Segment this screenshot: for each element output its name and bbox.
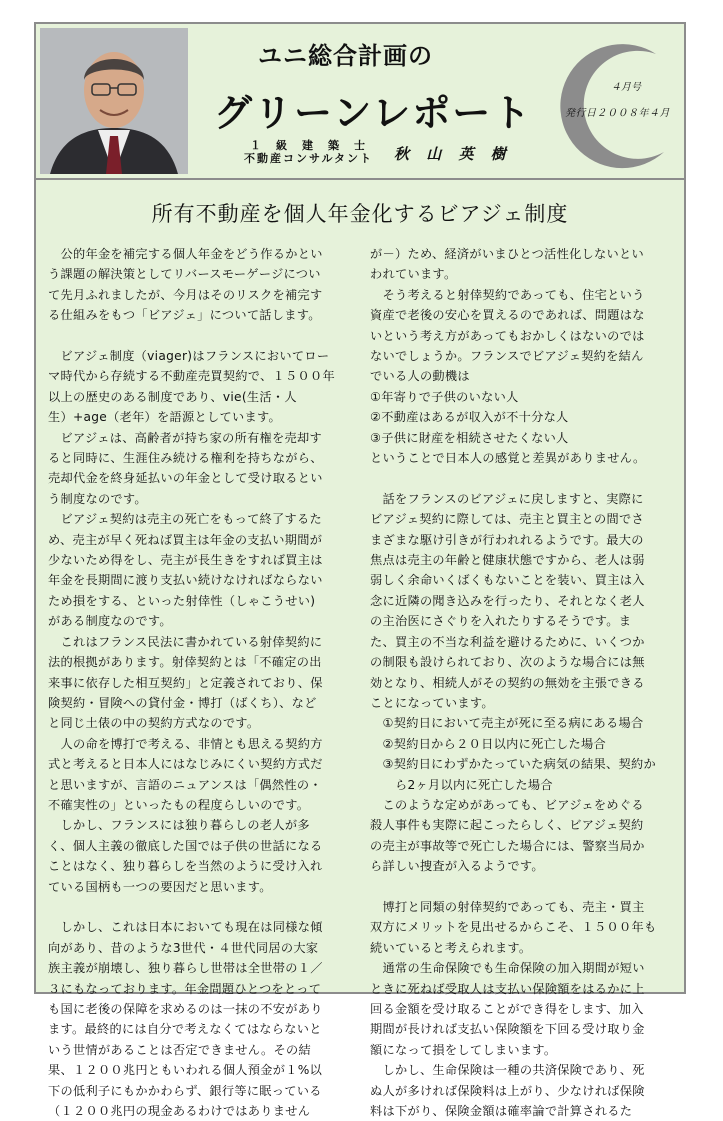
- article-line: マ時代から存続する不動産売買契約で、１５００年: [48, 369, 335, 384]
- article-line: ビアジェ制度（viager)はフランスにおいてロー: [48, 349, 330, 364]
- article-line: 少ないため得をし、売主が長生きをすれば買主は: [48, 553, 323, 568]
- article-line: も国に老後の保障を求めるのは一抹の不安があり: [48, 1002, 323, 1016]
- article-headline: 所有不動産を個人年金化するビアジェ制度: [151, 202, 569, 226]
- article-line: 続いていると考えられます。: [370, 940, 532, 955]
- issue-month: ４月号: [611, 82, 641, 93]
- article-line: 人の命を博打で考える、非情とも思える契約方: [48, 736, 323, 751]
- report-title-line1: ユニ総合計画の: [258, 42, 433, 70]
- article-line: ②不動産はあるが収入が不十分な人: [370, 410, 569, 425]
- article-line: ③子供に財産を相続させたくない人: [370, 430, 569, 445]
- article-line: と同じ土俵の中の契約方式なのです。: [48, 716, 260, 731]
- article-line: ると同時に、生涯住み続ける権利を持ちながら、: [48, 451, 323, 466]
- article-line: ①年寄りで子供のいない人: [370, 389, 519, 404]
- article-line: 下の低利子にもかかわらず、銀行等に眠っている: [48, 1083, 322, 1098]
- author-credentials: [244, 139, 373, 165]
- article-line: 焦点は売主の年齢と健康状態ですから、老人は弱: [370, 553, 645, 568]
- article-line: 不確実性の」といったもの程度らしいのです。: [48, 797, 310, 812]
- article-line: [48, 326, 360, 346]
- article-line: がある制度なのです。: [48, 614, 172, 629]
- article-line: ら詳しい捜査が入るようです。: [370, 859, 544, 874]
- article-line: 話をフランスのビアジェに戻しますと、実際に: [370, 491, 644, 506]
- credential-consultant: 不動産コンサルタント: [244, 152, 374, 165]
- report-frame: [34, 22, 686, 1119]
- article-line: 額になって損をしてしまいます。: [370, 1042, 557, 1057]
- article-line: いという考え方があってもおかしくはないのでは: [370, 328, 645, 343]
- article-line: う制度なのです。: [48, 491, 147, 506]
- article-line: ら2ヶ月以内に死亡した場合: [370, 777, 553, 792]
- article-line: 通常の生命保険でも生命保険の加入期間が短い: [370, 961, 645, 976]
- article-right-column: [370, 244, 678, 1121]
- article-line: [370, 468, 678, 488]
- article-line: 生）+age（老年）を語源としています。: [48, 410, 281, 425]
- article-line: ビアジェ契約に際しては、売主と買主との間でさ: [370, 512, 644, 527]
- article-line: しかし、フランスには独り暮らしの老人が多: [48, 818, 310, 833]
- article-line: このような定めがあっても、ビアジェをめぐる: [370, 797, 644, 812]
- article-line: め、売主が早く死ねば買主は年金の支払い期間が: [48, 532, 323, 547]
- article-line: ビアジェ契約は売主の死亡をもって終了するた: [48, 512, 322, 527]
- article-line: 年金を長期間に渡り支払い続けなければならない: [48, 573, 323, 588]
- article-line: 来事に依存した相互契約」と定義されており、保: [48, 675, 323, 690]
- article-line: そう考えると射倖契約であっても、住宅という: [370, 287, 645, 302]
- article-line: われています。: [370, 267, 457, 282]
- article-line: ③契約日にわずかたっていた病気の結果、契約か: [370, 757, 656, 772]
- article-line: ３にもなっております。年金問題ひとつをとって: [48, 981, 322, 996]
- article-line: ときに死ねば受取人は支払い保険額をはるかに上: [370, 981, 645, 996]
- article-line: 以上の歴史のある制度であり、vie(生活・人: [48, 389, 297, 404]
- article-line: 期間が長ければ支払い保険額を下回る受け取り金: [370, 1022, 645, 1037]
- article-line: でいる人の動機は: [370, 369, 470, 384]
- report-title-line2: グリーンレポート: [214, 91, 533, 135]
- article-line: う課題の解決策としてリバースモーゲージについ: [48, 267, 321, 282]
- article-line: 効となり、相続人がその契約の無効を主張できる: [370, 675, 645, 690]
- article-line: 公的年金を補完する個人年金をどう作るかとい: [48, 247, 323, 261]
- article-line: 険契約・冒険への貸付金・博打（ばくち）、など: [48, 695, 317, 710]
- article-line: ている国柄も一つの要因だと思います。: [48, 879, 272, 894]
- article-line: まざまな駆け引きが行われれるようです。最大の: [370, 532, 644, 547]
- article-line: ぬ人が多ければ保険料は上がり、少なければ保険: [370, 1083, 645, 1098]
- article-line: 博打と同類の射倖契約であっても、売主・買主: [370, 899, 645, 914]
- article-line: ことはなく、独り暮らしを当然のように受け入れ: [48, 859, 323, 874]
- article-line: 念に近隣の聞き込みを行ったり、それとなく老人: [370, 593, 645, 608]
- article-line: 回る金額を受け取ることができ得をします、加入: [370, 1002, 644, 1016]
- article-line: の主治医にさぐりを入れたりするそうです。ま: [370, 614, 632, 629]
- article-line: ないでしょうか。フランスでビアジェ契約を結ん: [370, 349, 644, 364]
- article-line: これはフランス民法に書かれている射倖契約に: [48, 634, 323, 649]
- credential-architect: １ 級 建 築 士: [250, 139, 367, 152]
- article-line: ②契約日から２０日以内に死亡した場合: [370, 736, 607, 751]
- issue-date: 発行日２００８年４月: [565, 108, 670, 119]
- article-line: ため損をする、といった射倖性（しゃこうせい): [48, 593, 316, 608]
- report-header: [36, 24, 684, 180]
- article-line: ということで日本人の感覚と差異がありません。: [370, 451, 646, 466]
- article-line: が－）ため、経済がいまひとつ活性化しないとい: [370, 247, 644, 261]
- article-line: ①契約日において売主が死に至る病にある場合: [370, 716, 644, 731]
- article-line: と思いますが、言語のニュアンスは「偶然性の・: [48, 777, 322, 792]
- article-line: しかし、これは日本においても現在は同様な傾: [48, 920, 323, 935]
- article-line: の制限も設けられており、次のような場合には無: [370, 655, 645, 670]
- article-line: ことになっています。: [370, 695, 494, 710]
- article-line: 売却代金を終身延払いの年金として受け取るとい: [48, 471, 323, 486]
- article-line: しかし、生命保険は一種の共済保険であり、死: [370, 1063, 645, 1078]
- article-line: 法的根拠があります。射倖契約とは「不確定の出: [48, 655, 322, 670]
- author-name: 秋 山 英 樹: [394, 145, 512, 163]
- article-line: 双方にメリットを見出せるからこそ、１５００年も: [370, 920, 657, 935]
- article-line: （１２００兆円の現金あるわけではありません: [48, 1104, 311, 1119]
- article-line: る仕組みをもつ「ビアジェ」について話します。: [48, 308, 321, 323]
- article-line: く、個人主義の徹底した国では子供の世話になる: [48, 838, 323, 853]
- article-line: 料は下がり、保険金額は確率論で計算されるた: [370, 1104, 633, 1119]
- article-line: [48, 897, 360, 917]
- article-left-column: [48, 244, 360, 1121]
- author-photo: [40, 28, 188, 174]
- article-line: 族主義が崩壊し、独り暮らし世帯は全世帯の１／: [48, 961, 323, 976]
- article-line: いう世情があることは否定できません。その結: [48, 1042, 311, 1057]
- article-line: た、買主の不当な利益を避けるために、いくつか: [370, 634, 645, 649]
- article-line: て先月ふれましたが、今月はそのリスクを補完す: [48, 287, 323, 302]
- article-line: の売主が事故等で死亡した場合には、警察当局か: [370, 838, 645, 853]
- article-line: 果、１２００兆円ともいわれる個人預金が１%以: [48, 1063, 323, 1078]
- article-line: [370, 877, 678, 897]
- article-line: 資産で老後の安心を買えるのであれば、問題はな: [370, 308, 645, 323]
- article-line: 式と考えると日本人にはなじみにくい契約方式だ: [48, 757, 323, 772]
- article-line: ビアジェは、高齢者が持ち家の所有権を売却す: [48, 430, 322, 445]
- article-line: 殺人事件も実際に起こったらしく、ビアジェ契約: [370, 818, 644, 833]
- article-line: 向があり、昔のような3世代・４世代同居の大家: [48, 940, 319, 955]
- article-line: ます。最終的には自分で考えなくてはならないと: [48, 1022, 322, 1037]
- article-line: 弱しく余命いくばくもないことを装い、買主は入: [370, 573, 645, 588]
- article-body: [36, 180, 684, 1119]
